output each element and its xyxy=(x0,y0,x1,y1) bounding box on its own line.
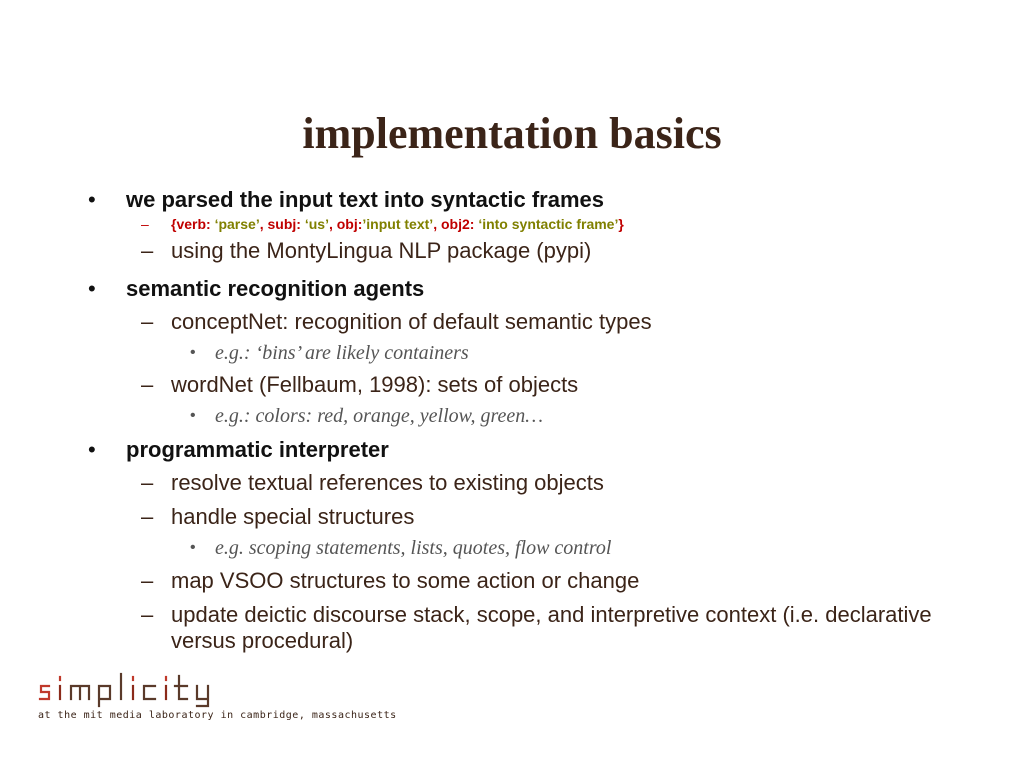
bullet-marker: • xyxy=(190,407,196,424)
simplicity-logo xyxy=(38,668,248,708)
bullet-text: wordNet (Fellbaum, 1998): sets of objects xyxy=(171,372,579,397)
bullet-marker: • xyxy=(88,187,96,212)
bullet-text: resolve textual references to existing objects xyxy=(171,470,604,495)
bullet-marker: – xyxy=(141,309,154,334)
frame-part: ‘into syntactic frame’ xyxy=(478,216,619,232)
frame-part: } xyxy=(618,216,624,232)
bullet-text: programmatic interpreter xyxy=(126,437,389,462)
bullet-text: using the MontyLingua NLP package (pypi) xyxy=(171,238,592,263)
logo-letter-c xyxy=(144,686,155,699)
logo-letter-m xyxy=(71,686,89,699)
frame-part: ‘parse’ xyxy=(214,216,260,232)
bullet-text: semantic recognition agents xyxy=(126,276,425,301)
bullet-marker: – xyxy=(141,238,154,263)
logo-letter-y xyxy=(197,686,208,706)
bullet-marker: – xyxy=(141,504,154,529)
bullet-text: update deictic discourse stack, scope, and interpretive context (i.e. declarative versus procedural) xyxy=(171,602,932,653)
bullet-text: map VSOO structures to some action or change xyxy=(171,568,640,593)
bullet-text: conceptNet: recognition of default semantic types xyxy=(171,309,652,334)
slide-title: implementation basics xyxy=(302,109,722,158)
frame-part: {verb: xyxy=(171,216,215,232)
bullet-marker: • xyxy=(190,539,196,556)
footer-tagline: at the mit media laboratory in cambridge, massachusetts xyxy=(38,710,397,721)
bullet-marker: • xyxy=(88,437,96,462)
bullet-marker: – xyxy=(141,216,149,232)
bullet-marker: – xyxy=(141,568,154,593)
logo-letter-t xyxy=(175,676,187,699)
bullet-marker: – xyxy=(141,470,154,495)
bullet-marker: – xyxy=(141,602,154,627)
frame-text xyxy=(171,212,624,236)
bullet-text: e.g. scoping statements, lists, quotes, flow control xyxy=(215,537,612,559)
bullet-text: handle special structures xyxy=(171,504,415,529)
frame-part: ‘us’ xyxy=(304,216,329,232)
logo-letter-p xyxy=(99,686,110,706)
bullet-text: e.g.: colors: red, orange, yellow, green… xyxy=(215,405,544,427)
bullet-marker: – xyxy=(141,372,154,397)
bullet-text: we parsed the input text into syntactic frames xyxy=(126,187,605,212)
bullet-marker: • xyxy=(88,276,96,301)
frame-part: , obj: xyxy=(328,216,363,232)
logo-letter-s xyxy=(40,686,49,699)
bullet-text: e.g.: ‘bins’ are likely containers xyxy=(215,342,469,364)
frame-part: , subj: xyxy=(259,216,305,232)
frame-part: ’input text’ xyxy=(362,216,434,232)
bullet-marker: • xyxy=(190,344,196,361)
frame-part: , obj2: xyxy=(433,216,479,232)
